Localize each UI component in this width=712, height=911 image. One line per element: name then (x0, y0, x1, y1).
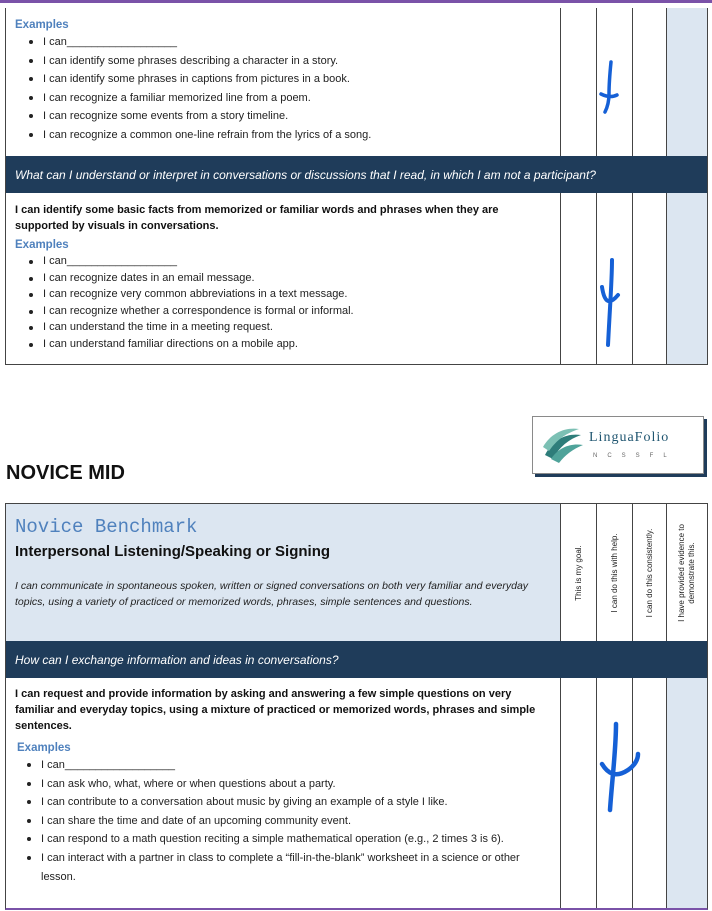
list-item: I can__________________ (27, 756, 552, 775)
row-character-phrases (6, 8, 707, 156)
examples-list (29, 33, 552, 145)
examples-list (27, 756, 552, 886)
evidence-checkbox-cell[interactable] (667, 193, 707, 364)
column-header-with-help (597, 504, 633, 641)
list-item: I can interact with a partner in class to complete a “fill-in-the-blank” worksheet in a science or other lesson. (27, 849, 552, 886)
benchmark-text (6, 504, 561, 641)
row-text (6, 678, 561, 908)
examples-heading: Examples (15, 239, 69, 251)
linguafolio-logo-icon (541, 425, 585, 465)
can-do-statement: I can identify some basic facts from memorized or familiar words and phrases when they are supported by visuals in conversations. (15, 204, 499, 232)
list-item: I can recognize a familiar memorized line from a poem. (29, 89, 552, 108)
list-item: I can contribute to a conversation about music by giving an example of a style I like. (27, 793, 552, 812)
benchmark-subtitle: Interpersonal Listening/Speaking or Signing (15, 543, 331, 560)
examples-list (29, 253, 552, 353)
handwritten-check-mark-icon (590, 255, 630, 355)
list-item: I can__________________ (29, 33, 552, 52)
can-do-statement: I can request and provide information by asking and answering a few simple questions on very familiar and everyday topics, using a mixture of practiced or memorized words, phrases and simple sentences. (15, 688, 536, 732)
column-header-goal (561, 504, 597, 641)
question-band: What can I understand or interpret in conversations or discussions that I read, in which I am not a participant? (6, 156, 707, 193)
benchmark-description: I can communicate in spontaneous spoken, written or signed conversations on both very familiar and everyday topics, using a variety of practiced or memorized words, phrases, simple sentences and questions. (15, 580, 529, 608)
logo-wordmark: LinguaFolio (589, 430, 670, 445)
column-label: I can do this with help. (609, 532, 619, 613)
examples-heading: Examples (15, 19, 69, 31)
logo-subtitle: NCSSFL (593, 453, 677, 459)
benchmark-title: Novice Benchmark (15, 516, 198, 538)
goal-checkbox-cell[interactable] (561, 678, 597, 908)
top-rule (0, 0, 712, 8)
list-item: I can ask who, what, where or when questions about a party. (27, 775, 552, 794)
list-item: I can identify some phrases in captions from pictures in a book. (29, 70, 552, 89)
list-item: I can understand the time in a meeting request. (29, 319, 552, 336)
column-label: I can do this consistently. (644, 528, 654, 617)
benchmark-header-row (6, 504, 707, 641)
column-header-evidence (667, 504, 707, 641)
handwritten-check-mark-icon (591, 58, 631, 118)
level-heading: NOVICE MID (6, 462, 125, 484)
row-text (6, 8, 561, 156)
list-item: I can recognize very common abbreviations in a text message. (29, 286, 552, 303)
consistently-checkbox-cell[interactable] (633, 193, 667, 364)
column-label: I have provided evidence to demonstrate this. (677, 523, 696, 622)
list-item: I can recognize a common one-line refrain from the lyrics of a song. (29, 126, 552, 145)
list-item: I can recognize whether a correspondence is formal or informal. (29, 303, 552, 320)
list-item: I can understand familiar directions on a mobile app. (29, 336, 552, 353)
question-band: How can I exchange information and ideas in conversations? (6, 641, 707, 678)
row-text (6, 193, 561, 364)
list-item: I can identify some phrases describing a character in a story. (29, 52, 552, 71)
evidence-checkbox-cell[interactable] (667, 8, 707, 156)
examples-heading: Examples (17, 742, 71, 754)
consistently-checkbox-cell[interactable] (633, 8, 667, 156)
handwritten-check-mark-icon (594, 720, 644, 815)
list-item: I can respond to a math question reciting a simple mathematical operation (e.g., 2 times 3 is 6). (27, 830, 552, 849)
evidence-checkbox-cell[interactable] (667, 678, 707, 908)
column-label: This is my goal. (573, 544, 583, 601)
list-item: I can__________________ (29, 253, 552, 270)
linguafolio-logo (532, 416, 704, 474)
self-assessment-table-bottom (5, 503, 708, 910)
row-request-information (6, 678, 707, 908)
list-item: I can share the time and date of an upcoming community event. (27, 812, 552, 831)
list-item: I can recognize dates in an email message. (29, 270, 552, 287)
column-header-consistently (633, 504, 667, 641)
self-assessment-table-top (5, 8, 708, 365)
row-basic-facts (6, 193, 707, 364)
list-item: I can recognize some events from a story timeline. (29, 107, 552, 126)
